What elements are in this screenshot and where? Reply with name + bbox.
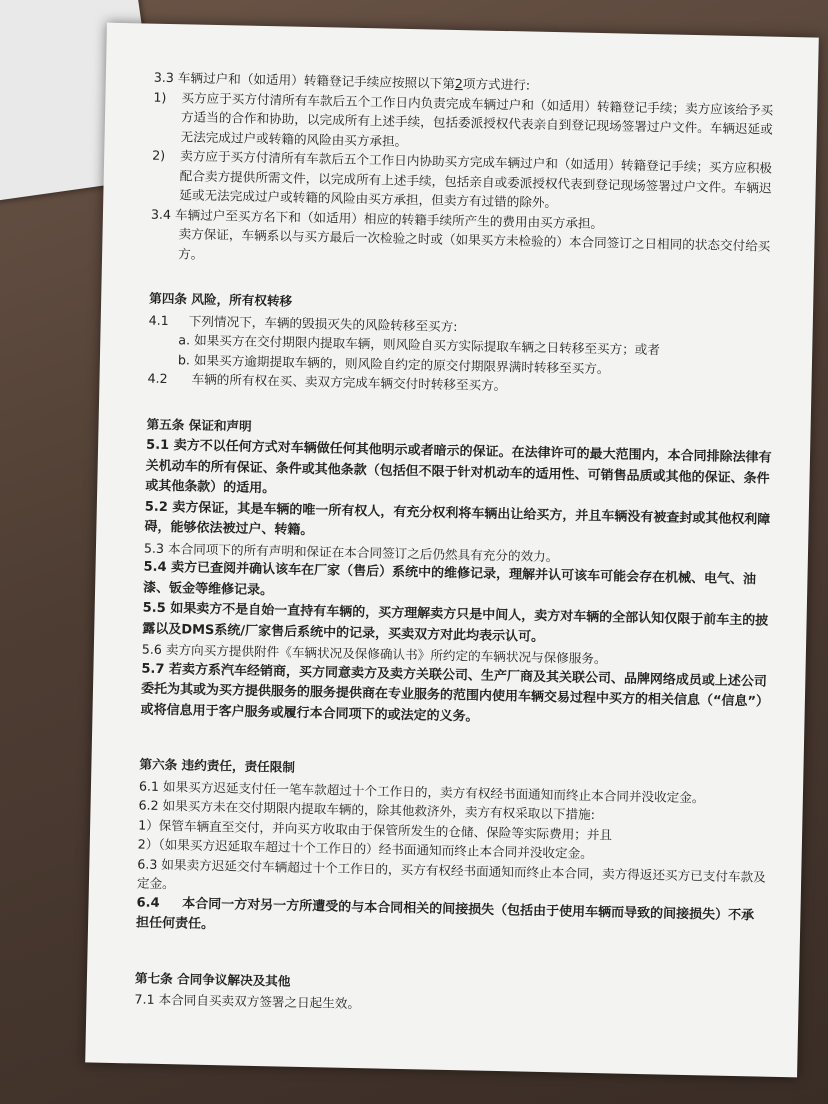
clause-number: 3.3 [153,69,175,86]
clause-6-2: 6.2 如果买方未在交付期限内提取车辆的，除其他救济外，卖方有权采取以下措施: [138,797,596,823]
clause-text: 车辆过户至买方名下和（如适用）相应的转籍手续所产生的费用由买方承担。 [174,206,604,231]
clause-number: 6.4 [136,894,160,911]
clause-number: 4.1 [148,312,169,328]
item-text: 如果买方逾期提取车辆的，则风险自约定的原交付期限界满时转移至买方。 [193,352,610,376]
clause-6-2-item-2: 2）（如果买方迟延取车超过十个工作日的）经书面通知而终止本合同并没收定金。 [137,836,593,862]
item-letter: b. [177,351,191,367]
clause-3-4-warranty: 卖方保证，车辆系以与买方最后一次检验之时或（如果买方未检验的）本合同签订之日相同的状态交付给买方。 [177,226,771,262]
clause-text: 车辆的所有权在买、卖双方完成车辆交付时转移至买方。 [191,371,507,394]
clause-5-3: 5.3 本合同项下的所有声明和保证在本合同签订之后仍然具有充分的效力。 [143,540,559,564]
article-4-title: 第四条 风险，所有权转移 [149,290,293,309]
clause-number: 4.2 [147,370,168,387]
clause-5-6: 5.6 卖方向买方提供附件《车辆状况及保修确认书》所约定的车辆状况与保修服务。 [141,641,607,667]
clause-5-4: 5.4 卖方已查阅并确认该车在厂家（售后）系统中的维修记录，理解并认可该车可能会存在机械、电气、油漆、钣金等维修记录。 [142,559,757,598]
item-number: 2) [152,147,166,163]
item-number: 1) [153,89,167,105]
clause-text: 车辆过户和（如适用）转籍登记手续应按照以下第 [177,70,456,91]
clause-text: 本合同一方对另一方所遭受的与本合同相关的间接损失（包括由于使用车辆而导致的间接损失）不承担任何责任。 [135,895,755,933]
clause-7-1: 7.1 本合同自买卖双方签署之日起生效。 [134,991,361,1012]
item-letter: a. [178,332,191,348]
clause-text-end: 项方式进行: [462,76,531,93]
contract-page [85,23,819,1078]
clause-text: 下列情况下，车辆的毁损灭失的风险转移至买方: [188,312,458,334]
clause-5-5: 5.5 如果卖方不是自始一直持有车辆的，买方理解卖方只是中间人，卖方对车辆的全部认知仅限于前车主的披露以及DMS系统/厂家售后系统中的记录，买卖双方对此均表示认可。 [142,600,769,645]
clause-6-2-item-1: 1）保管车辆直至交付，并向买方收取由于保管所发生的仓储、保险等实际费用；并且 [138,816,613,842]
article-5-title: 第五条 保证和声明 [146,416,252,434]
clause-6-3: 6.3 如果卖方迟延交付车辆超过十个工作日的，买方有权经书面通知而终止本合同，卖方得返还买方已支付车款及定金。 [136,855,766,892]
article-7-title: 第七条 合同争议解决及其他 [134,969,291,989]
item-text: 买方应于买方付清所有车款后五个工作日内负责完成车辆过户和（如适用）转籍登记手续；卖方应该给予买方适当的合作和协助，以完成所有上述手续，包括委派授权代表亲自到登记现场签署过户文件。车辆迟延或无法完成过户或转籍的风险由买方承担。 [180,89,774,149]
article-6-title: 第六条 违约责任，责任限制 [139,756,296,775]
clause-6-1: 6.1 如果买方迟延支付任一笔车款超过十个工作日的，卖方有权经书面通知而终止本合同并没收定金。 [138,777,705,805]
clause-5-7: 5.7 若卖方系汽车经销商，买方同意卖方及卖方关联公司、生产厂商及其关联公司、品牌网络成员或上述公司委托为其或为买方提供服务的服务提供商在专业服务的范围内使用车辆交易过程中买方的相关信息（“信息”）或将信息用于客户服务或履行本合同项下的或法定的义务。 [140,661,770,725]
clause-number: 3.4 [150,206,172,222]
clause-5-1: 5.1 卖方不以任何方式对车辆做任何其他明示或者暗示的保证。在法律许可的最大范围内，本合同排除法律有关机动车的所有保证、条件或其他条款（包括但不限于针对机动车的适用性、可销售品质或其他的保证、条件或其他条款）的适用。 [145,437,772,497]
filled-blank: 2 [454,75,464,92]
item-text: 如果买方在交付期限内提取车辆，则风险自买方实际提取车辆之日转移至买方；或者 [193,332,661,358]
item-text: 卖方应于买方付清所有车款后五个工作日内协助买方完成车辆过户和（如适用）转籍登记手续；买方应积极配合卖方提供所需文件，以完成所有上述手续，包括亲自或委派授权代表到登记现场签署过户文件。车辆迟延或无法完成过户或转籍的风险由买方承担，但卖方有过错的除外。 [179,148,773,211]
clause-5-2: 5.2 卖方保证，其是车辆的唯一所有权人，有充分权利将车辆出让给买方，并且车辆没有被查封或其他权利障碍，能够依法被过户、转籍。 [144,499,771,539]
